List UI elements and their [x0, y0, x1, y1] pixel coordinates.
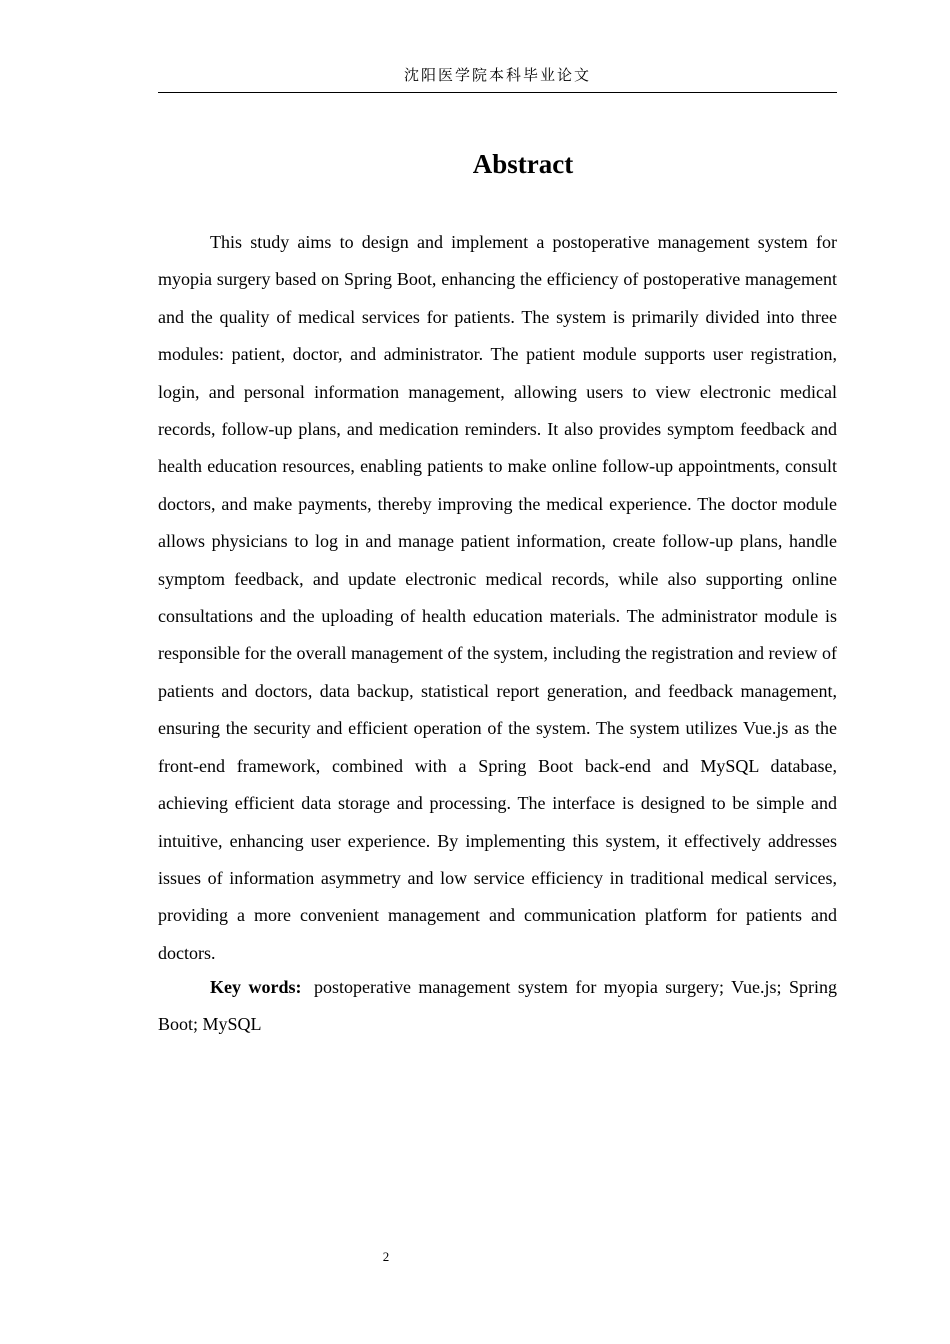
abstract-body: This study aims to design and implement a postoperative management system for myopia surgery based on Spring Boot, enhancing the efficiency of postoperative management and the quality of medical services for patients. The system is primarily divided into three modules: patient, doctor, and administrator. The patient module supports user registration, login, and personal information management, allowing users to view electronic medical records, follow-up plans, and medication reminders. It also provides symptom feedback and health education resources, enabling patients to make online follow-up appointments, consult doctors, and make payments, thereby improving the medical experience. The doctor module allows physicians to log in and manage patient information, create follow-up plans, handle symptom feedback, and update electronic medical records, while also supporting online consultations and the uploading of health education materials. The administrator module is responsible for the overall management of the system, including the registration and review of patients and doctors, data backup, statistical report generation, and feedback management, ensuring the security and efficient operation of the system. The system utilizes Vue.js as the front-end framework, combined with a Spring Boot back-end and MySQL database, achieving efficient data storage and processing. The interface is designed to be simple and intuitive, enhancing user experience. By implementing this system, it effectively addresses issues of information asymmetry and low service efficiency in traditional medical services, providing a more convenient management and communication platform for patients and doctors.: [158, 232, 837, 963]
header-title: 沈阳医学院本科毕业论文: [403, 66, 591, 84]
abstract-title: Abstract: [472, 149, 574, 179]
keywords-label: Key words:: [210, 977, 302, 997]
page-number: 2: [382, 1249, 390, 1264]
keywords-value: postoperative management system for myopia surgery; Vue.js; Spring Boot; MySQL: [158, 977, 837, 1035]
keywords-paragraph: [158, 969, 837, 1044]
page-header: [158, 66, 837, 93]
